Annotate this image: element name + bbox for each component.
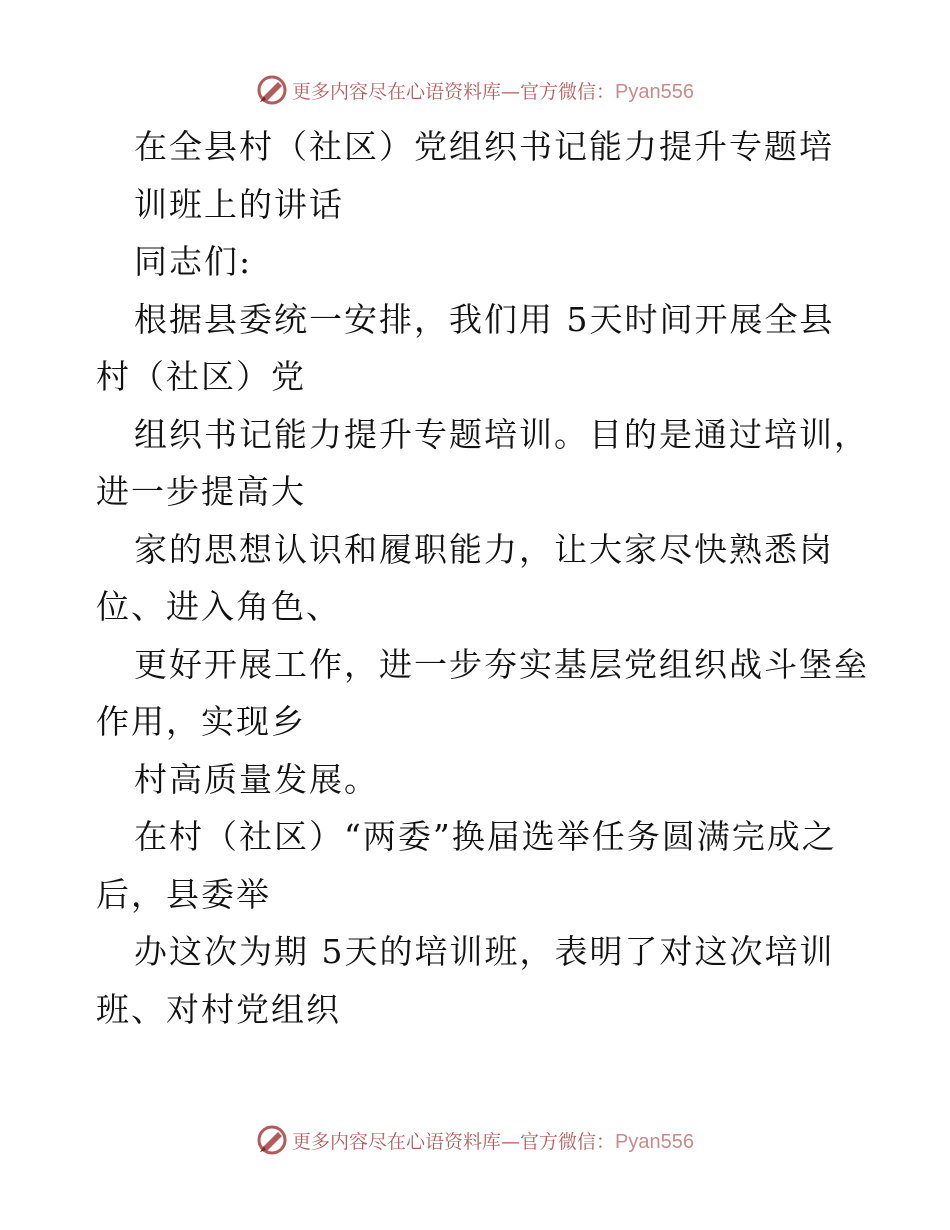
- text-line: 在村（社区）“两委”换届选举任务圆满完成之: [134, 817, 837, 856]
- watermark-text: 更多内容尽在心语资料库—官方微信：Pyan556: [292, 80, 694, 103]
- watermark-text: 更多内容尽在心语资料库—官方微信：Pyan556: [292, 1130, 694, 1153]
- text-line: 办这次为期 5天的培训班，表明了对这次培训: [134, 932, 835, 971]
- text-line: 位、进入角色、: [96, 587, 341, 626]
- text-line: 作用，实现乡: [96, 702, 306, 741]
- pen-logo-icon: [256, 1124, 288, 1156]
- salutation: 同志们:: [134, 242, 253, 281]
- text-line: 更好开展工作，进一步夯实基层党组织战斗堡垒: [134, 644, 869, 684]
- text-line: 组织书记能力提升专题培训。目的是通过培训，: [134, 414, 869, 454]
- title-line-2: 训班上的讲话: [134, 184, 344, 224]
- title-line-1: 在全县村（社区）党组织书记能力提升专题培: [134, 127, 834, 166]
- text-line: 后，县委举: [96, 874, 271, 914]
- text-line: 家的思想认识和履职能力，让大家尽快熟悉岗: [134, 529, 834, 569]
- footer-watermark: [0, 1120, 950, 1160]
- watermark-handle: Pyan556: [615, 1130, 694, 1153]
- watermark-handle: Pyan556: [615, 80, 694, 103]
- text-line: 村（社区）党: [96, 357, 306, 396]
- pen-logo-icon: [256, 74, 288, 106]
- header-watermark: [0, 70, 950, 110]
- document-body: [96, 118, 869, 1038]
- text-line: 根据县委统一安排，我们用 5天时间开展全县: [134, 299, 835, 339]
- text-line: 村高质量发展。: [134, 759, 379, 799]
- text-line: 班、对村党组织: [96, 989, 341, 1029]
- text-line: 进一步提高大: [96, 472, 306, 511]
